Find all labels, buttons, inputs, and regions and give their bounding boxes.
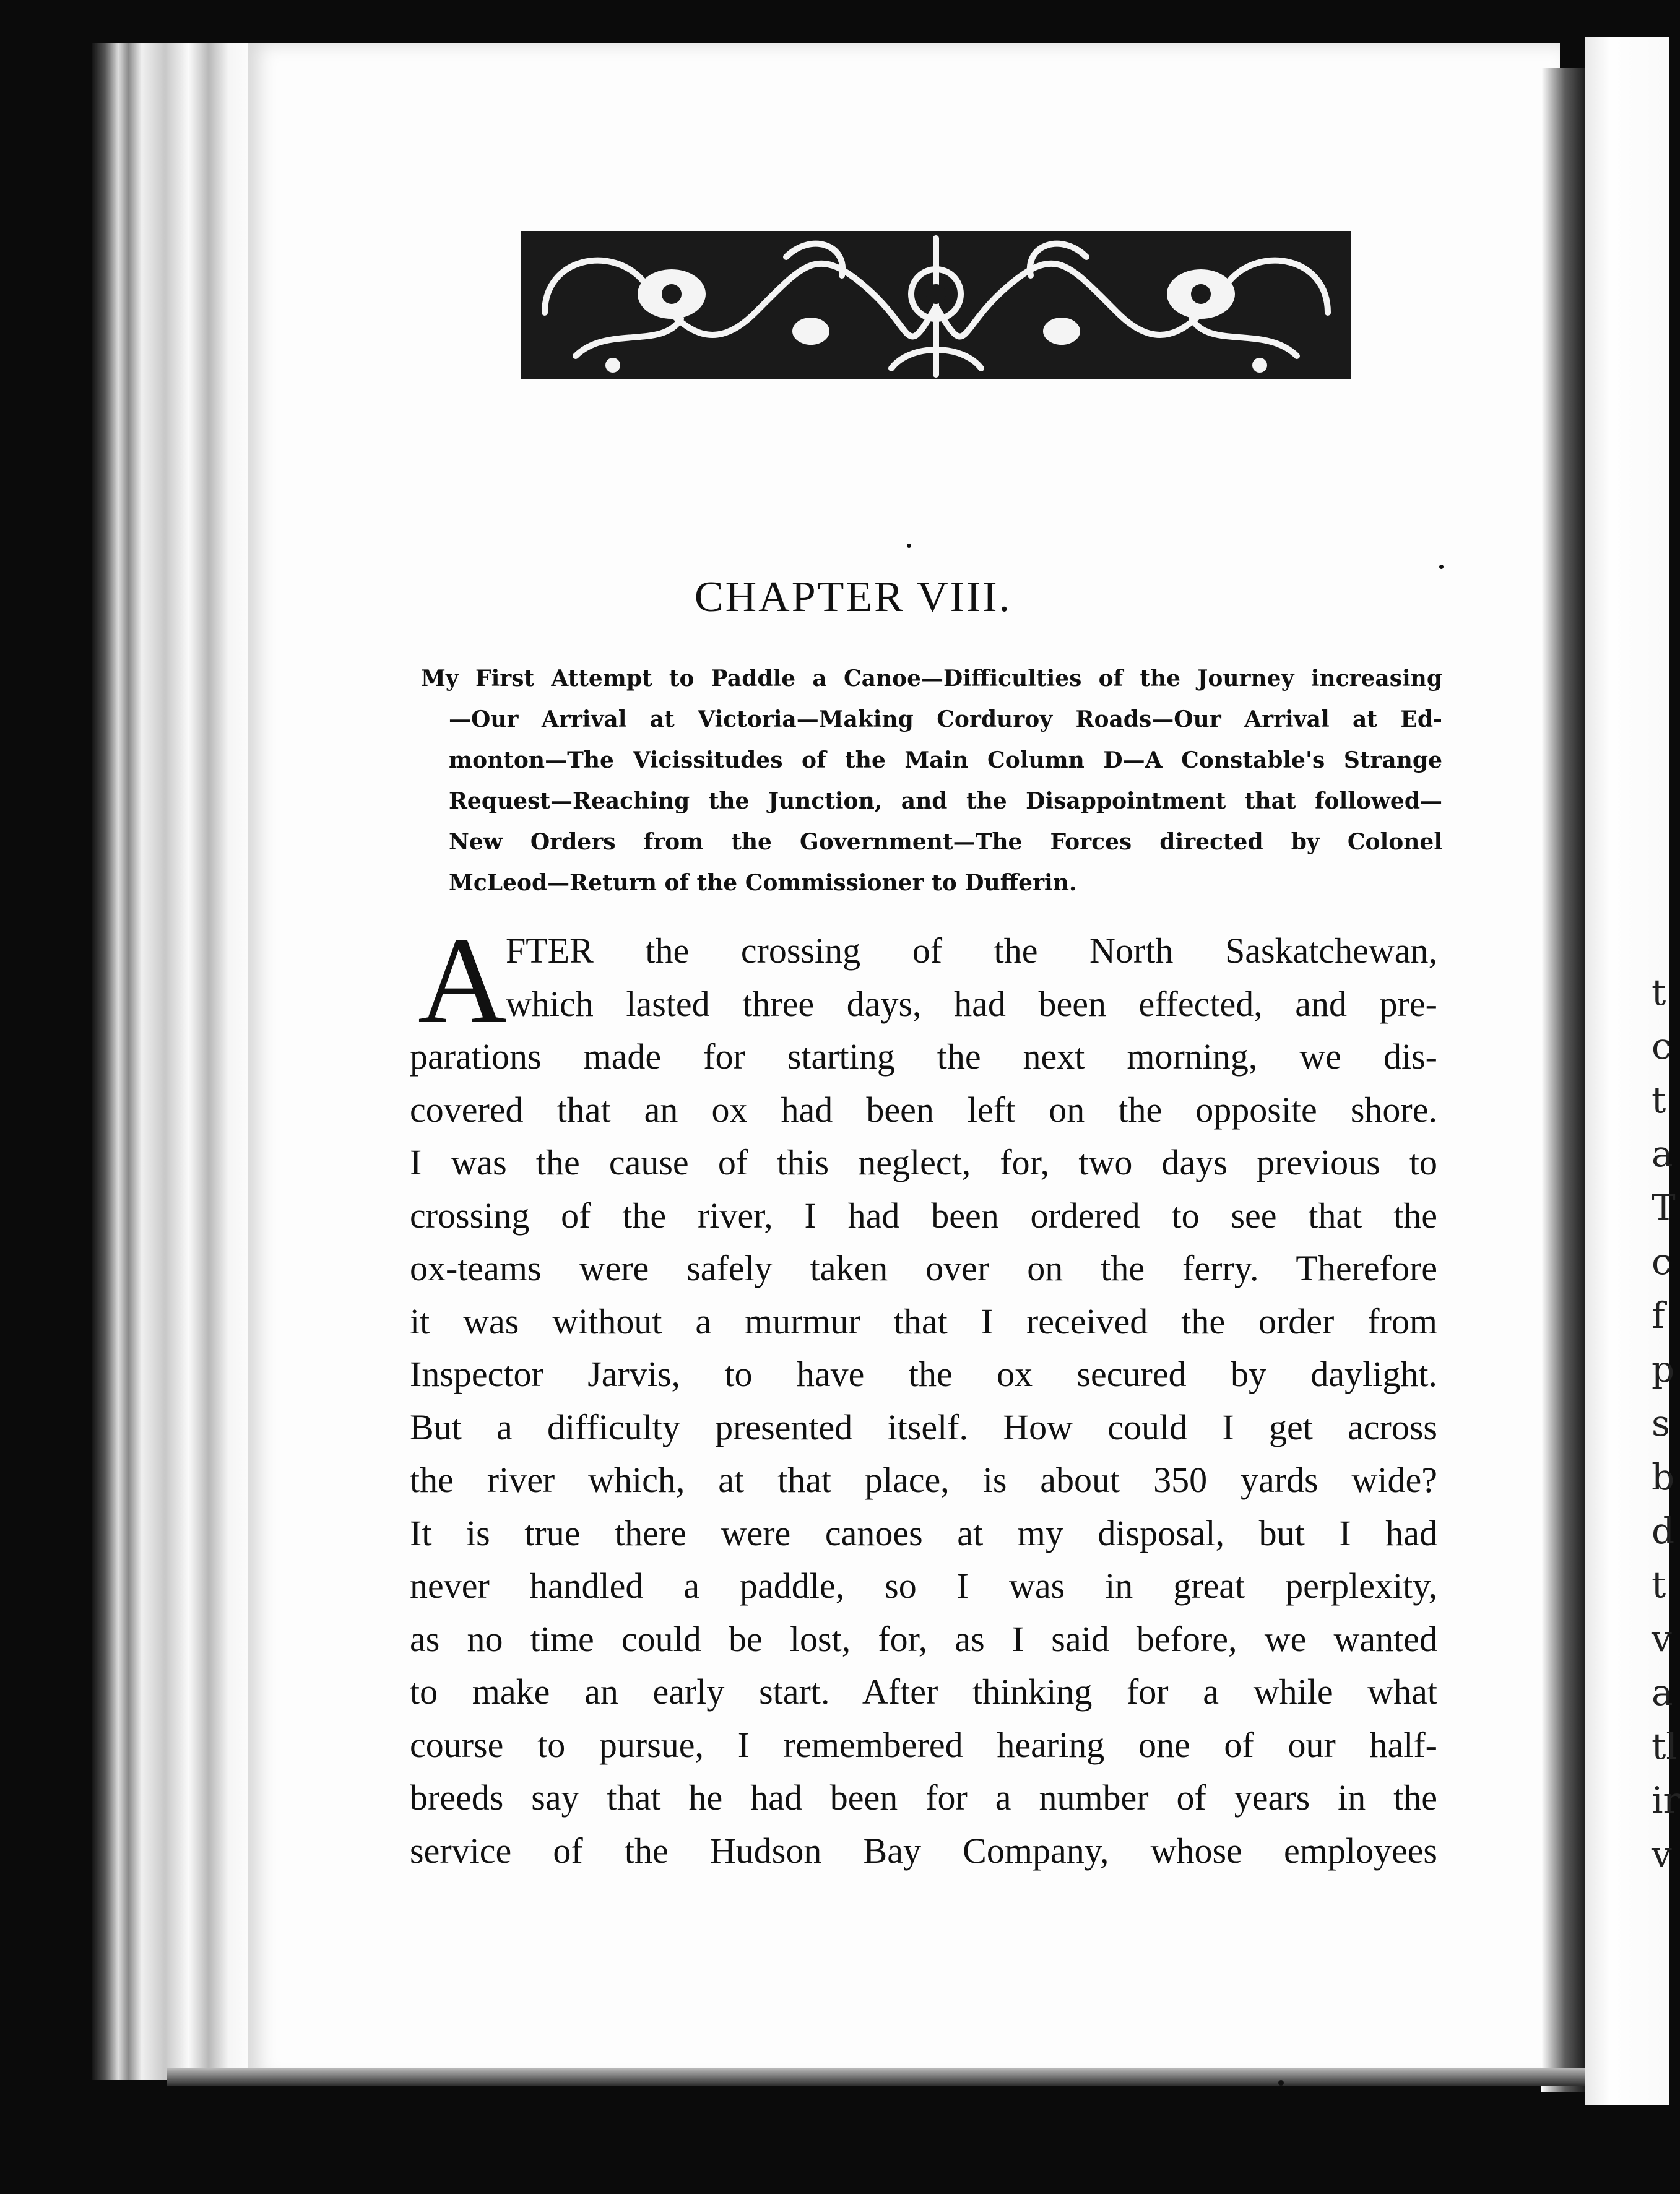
print-speck [1439, 565, 1444, 569]
body-line: parations made for starting the next morning, we dis- [410, 1036, 1437, 1077]
facing-page-letter: a [1652, 1672, 1673, 1714]
facing-page-letter: d [1652, 1510, 1675, 1552]
summary-line: New Orders from the Government—The Forces directed by Colonel [449, 829, 1442, 855]
facing-page-letter: f [1652, 1294, 1665, 1337]
body-line: the river which, at that place, is about 350 yards wide? [410, 1460, 1437, 1500]
summary-line: monton—The Vicissitudes of the Main Column D—A Constable's Strange [449, 747, 1442, 773]
body-line: I was the cause of this neglect, for, two days previous to [410, 1142, 1437, 1182]
summary-line: Request—Reaching the Junction, and the Disappointment that followed— [449, 788, 1442, 814]
summary-line: —Our Arrival at Victoria—Making Corduroy Roads—Our Arrival at Ed- [449, 706, 1442, 732]
facing-page-letter: tl [1652, 1725, 1678, 1767]
body-line: covered that an ox had been left on the opposite shore. [410, 1089, 1437, 1130]
page-gutter-shadow [1541, 68, 1585, 2092]
facing-page-letter: t [1652, 1079, 1666, 1121]
facing-page-letter: ir [1652, 1779, 1680, 1821]
body-line: service of the Hudson Bay Company, whose employees [410, 1830, 1437, 1871]
facing-page-letter: c [1652, 1241, 1672, 1283]
chapter-summary [421, 658, 1442, 903]
facing-page-letter: p [1652, 1348, 1675, 1390]
facing-page-letters [1652, 966, 1680, 1881]
facing-page-letter: c [1652, 1025, 1672, 1067]
facing-page-letter: a [1652, 1133, 1673, 1175]
drop-cap-letter: A [418, 913, 508, 1049]
facing-page-letter: t [1652, 1564, 1666, 1606]
body-line: FTER the crossing of the North Saskatchewan, [506, 930, 1437, 971]
body-line: But a difficulty presented itself. How could I get across [410, 1407, 1437, 1447]
print-speck [1278, 2080, 1284, 2086]
body-line: It is true there were canoes at my disposal, but I had [410, 1512, 1437, 1553]
body-line: Inspector Jarvis, to have the ox secured by daylight. [410, 1354, 1437, 1394]
body-text [410, 913, 1437, 1877]
facing-page-letter: t [1652, 971, 1666, 1013]
print-speck [907, 544, 911, 548]
summary-line: McLeod—Return of the Commissioner to Dufferin. [449, 870, 1077, 896]
facing-page-letter: s [1652, 1402, 1670, 1444]
facing-page-letter: b [1652, 1456, 1675, 1498]
body-line: course to pursue, I remembered hearing one of our half- [410, 1724, 1437, 1765]
summary-line: My First Attempt to Paddle a Canoe—Difficulties of the Journey increasing [421, 666, 1442, 692]
facing-page-letter: v [1652, 1618, 1672, 1660]
body-line: ox-teams were safely taken over on the ferry. Therefore [410, 1248, 1437, 1288]
body-line: which lasted three days, had been effected, and pre- [506, 983, 1437, 1024]
ornamental-headpiece [520, 220, 1353, 390]
facing-page-letter: v [1652, 1833, 1672, 1875]
body-line: it was without a murmur that I received the order from [410, 1301, 1437, 1342]
body-line: breeds say that he had been for a number of years in the [410, 1777, 1437, 1818]
page-bottom-edge [167, 2068, 1585, 2086]
chapter-title: CHAPTER VIII. [694, 573, 1012, 621]
facing-page-letter: T [1652, 1187, 1676, 1229]
page-stack-left-edge [92, 43, 259, 2080]
body-line: as no time could be lost, for, as I said before, we wanted [410, 1618, 1437, 1659]
body-line: to make an early start. After thinking for a while what [410, 1672, 1437, 1712]
body-line: never handled a paddle, so I was in great perplexity, [410, 1566, 1437, 1606]
body-line: crossing of the river, I had been ordered to see that the [410, 1195, 1437, 1236]
